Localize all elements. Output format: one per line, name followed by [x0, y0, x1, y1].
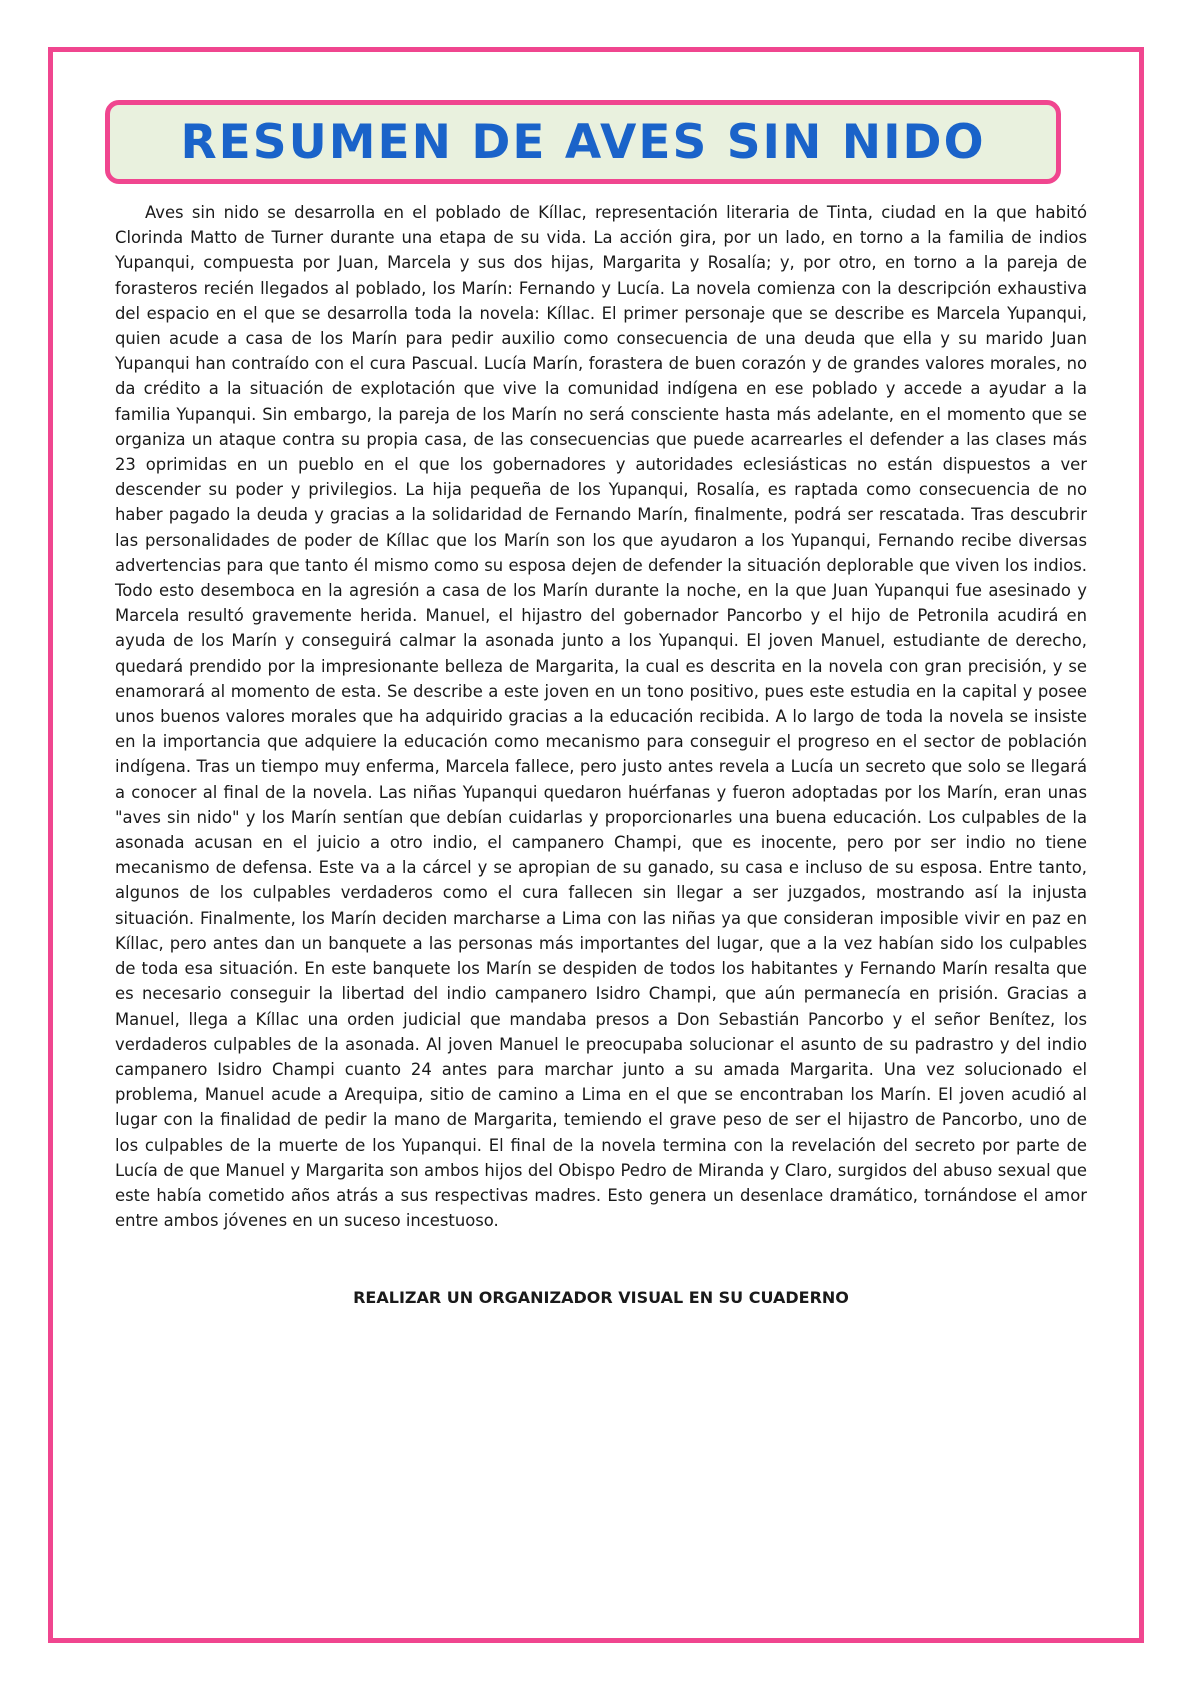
- title-banner: [105, 100, 1061, 184]
- page-title: RESUMEN DE AVES SIN NIDO: [180, 114, 986, 170]
- assignment-instruction: REALIZAR UN ORGANIZADOR VISUAL EN SU CUADERNO: [353, 1288, 849, 1307]
- summary-paragraph: Aves sin nido se desarrolla en el poblado de Kíllac, representación literaria de Tinta, ciudad en la que habitó Clorinda Matto de Turner durante una etapa de su vida. La acción gira, por un lado, en torno a la familia de indios Yupanqui, compuesta por Juan, Marcela y sus dos hijas, Margarita y Rosalía; y, por otro, en torno a la pareja de forasteros recién llegados al poblado, los Marín: Fernando y Lucía. La novela comienza con la descripción exhaustiva del espacio en el que se desarrolla toda la novela: Kíllac. El primer personaje que se describe es Marcela Yupanqui, quien acude a casa de los Marín para pedir auxilio como consecuencia de una deuda que ella y su marido Juan Yupanqui han contraído con el cura Pascual. Lucía Marín, forastera de buen corazón y de grandes valores morales, no da crédito a la situación de explotación que vive la comunidad indígena en ese poblado y accede a ayudar a la familia Yupanqui. Sin embargo, la pareja de los Marín no será consciente hasta más adelante, en el momento que se organiza un ataque contra su propia casa, de las consecuencias que puede acarrearles el defender a las clases más 23 oprimidas en un pueblo en el que los gobernadores y autoridades eclesiásticas no están dispuestos a ver descender su poder y privilegios. La hija pequeña de los Yupanqui, Rosalía, es raptada como consecuencia de no haber pagado la deuda y gracias a la solidaridad de Fernando Marín, finalmente, podrá ser rescatada. Tras descubrir las personalidades de poder de Kíllac que los Marín son los que ayudaron a los Yupanqui, Fernando recibe diversas advertencias para que tanto él mismo como su esposa dejen de defender la situación deplorable que viven los indios. Todo esto desemboca en la agresión a casa de los Marín durante la noche, en la que Juan Yupanqui fue asesinado y Marcela resultó gravemente herida. Manuel, el hijastro del gobernador Pancorbo y el hijo de Petronila acudirá en ayuda de los Marín y conseguirá calmar la asonada junto a los Yupanqui. El joven Manuel, estudiante de derecho, quedará prendido por la impresionante belleza de Margarita, la cual es descrita en la novela con gran precisión, y se enamorará al momento de esta. Se describe a este joven en un tono positivo, pues este estudia en la capital y posee unos buenos valores morales que ha adquirido gracias a la educación recibida. A lo largo de toda la novela se insiste en la importancia que adquiere la educación como mecanismo para conseguir el progreso en el sector de población indígena. Tras un tiempo muy enferma, Marcela fallece, pero justo antes revela a Lucía un secreto que solo se llegará a conocer al final de la novela. Las niñas Yupanqui quedaron huérfanas y fueron adoptadas por los Marín, eran unas "aves sin nido" y los Marín sentían que debían cuidarlas y proporcionarles una buena educación. Los culpables de la asonada acusan en el juicio a otro indio, el campanero Champi, que es inocente, pero por ser indio no tiene mecanismo de defensa. Este va a la cárcel y se apropian de su ganado, su casa e incluso de su esposa. Entre tanto, algunos de los culpables verdaderos como el cura fallecen sin llegar a ser juzgados, mostrando así la injusta situación. Finalmente, los Marín deciden marcharse a Lima con las niñas ya que consideran imposible vivir en paz en Kíllac, pero antes dan un banquete a las personas más importantes del lugar, que a la vez habían sido los culpables de toda esa situación. En este banquete los Marín se despiden de todos los habitantes y Fernando Marín resalta que es necesario conseguir la libertad del indio campanero Isidro Champi, que aún permanecía en prisión. Gracias a Manuel, llega a Kíllac una orden judicial que mandaba presos a Don Sebastián Pancorbo y el señor Benítez, los verdaderos culpables de la asonada. Al joven Manuel le preocupaba solucionar el asunto de su padrastro y del indio campanero Isidro Champi cuanto 24 antes para marchar junto a su amada Margarita. Una vez solucionado el problema, Manuel acude a Arequipa, sitio de camino a Lima en el que se encontraban los Marín. El joven acudió al lugar con la finalidad de pedir la mano de Margarita, temiendo el grave peso de ser el hijastro de Pancorbo, uno de los culpables de la muerte de los Yupanqui. El final de la novela termina con la revelación del secreto por parte de Lucía de que Manuel y Margarita son ambos hijos del Obispo Pedro de Miranda y Claro, surgidos del abuso sexual que este había cometido años atrás a sus respectivas madres. Esto genera un desenlace dramático, tornándose el amor entre ambos jóvenes en un suceso incestuoso.: [115, 203, 1087, 1231]
